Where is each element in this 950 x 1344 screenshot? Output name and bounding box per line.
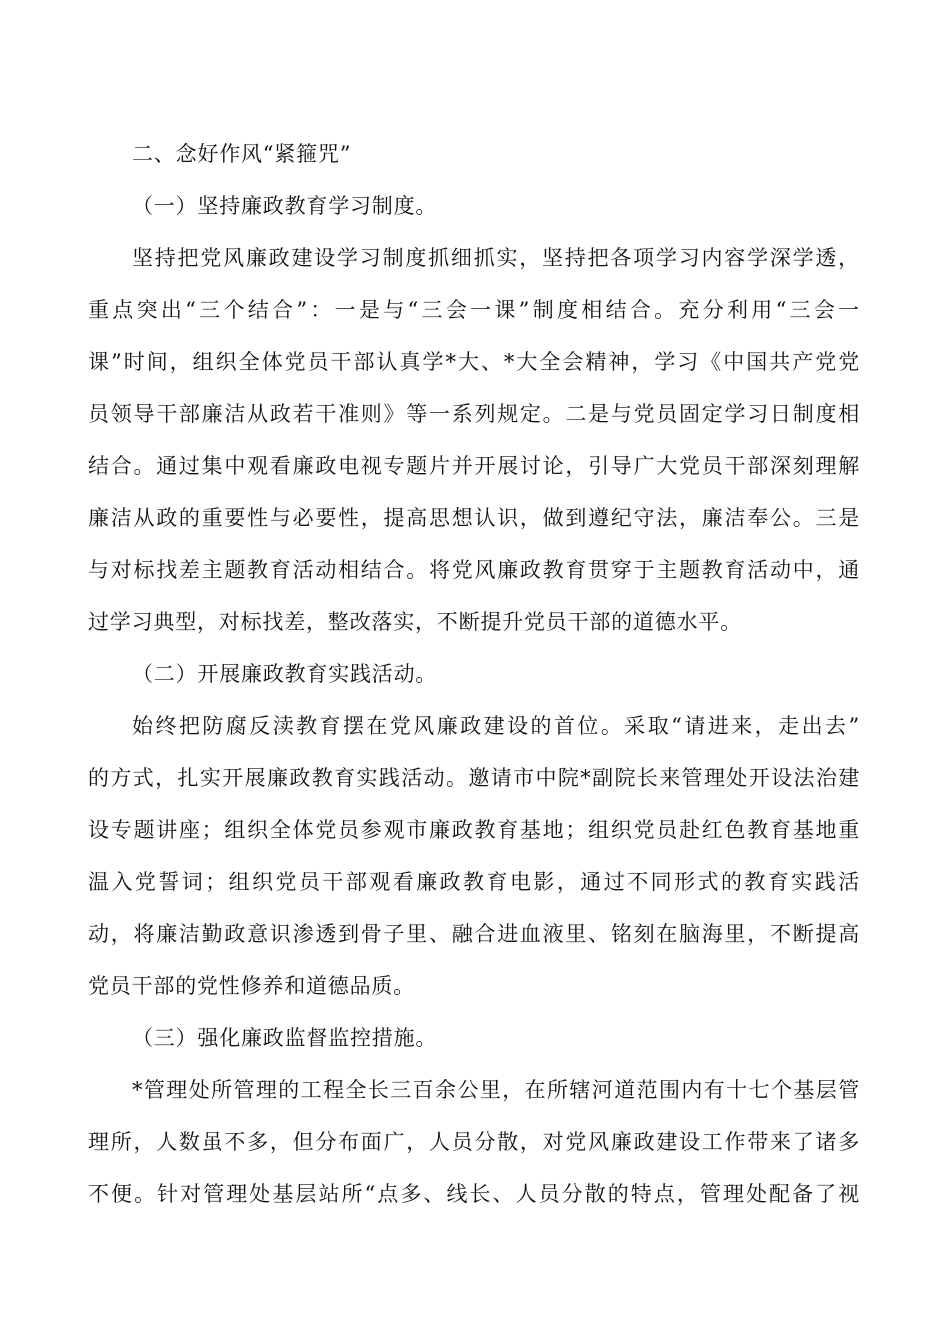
section-heading: 二、念好作风“紧箍咒”	[132, 142, 352, 166]
subsection-heading-1: （一）坚持廉政教育学习制度。	[132, 194, 438, 218]
paragraph-line: 与对标找差主题教育活动相结合。将党风廉政教育贯穿于主题教育活动中，通	[88, 558, 860, 582]
paragraph-line: 结合。通过集中观看廉政电视专题片并开展讨论，引导广大党员干部深刻理解	[88, 454, 860, 478]
paragraph-line: 始终把防腐反渎教育摆在党风廉政建设的首位。采取“请进来，走出去”	[132, 714, 860, 738]
paragraph-line: 坚持把党风廉政建设学习制度抓细抓实，坚持把各项学习内容学深学透，	[132, 246, 860, 270]
paragraph-line: 课”时间，组织全体党员干部认真学*大、*大全会精神，学习《中国共产党党	[88, 350, 860, 374]
paragraph-line: 不便。针对管理处基层站所“点多、线长、人员分散的特点，管理处配备了视	[88, 1182, 860, 1206]
paragraph-line: 党员干部的党性修养和道德品质。	[88, 974, 415, 998]
subsection-heading-2: （二）开展廉政教育实践活动。	[132, 662, 438, 686]
paragraph-line: 理所，人数虽不多，但分布面广，人员分散，对党风廉政建设工作带来了诸多	[88, 1130, 860, 1154]
paragraph-line: 设专题讲座；组织全体党员参观市廉政教育基地；组织党员赴红色教育基地重	[88, 818, 860, 842]
paragraph-line: 温入党誓词；组织党员干部观看廉政教育电影，通过不同形式的教育实践活	[88, 870, 860, 894]
subsection-heading-3: （三）强化廉政监督监控措施。	[132, 1026, 438, 1050]
paragraph-line: 动，将廉洁勤政意识渗透到骨子里、融合进血液里、铭刻在脑海里，不断提高	[88, 922, 860, 946]
paragraph-line: 的方式，扎实开展廉政教育实践活动。邀请市中院*副院长来管理处开设法治建	[88, 766, 860, 790]
paragraph-line: 过学习典型，对标找差，整改落实，不断提升党员干部的道德水平。	[88, 610, 742, 634]
paragraph-line: 重点突出“三个结合”：一是与“三会一课”制度相结合。充分利用“三会一	[88, 298, 860, 322]
paragraph-line: 廉洁从政的重要性与必要性，提高思想认识，做到遵纪守法，廉洁奉公。三是	[88, 506, 860, 530]
paragraph-line: *管理处所管理的工程全长三百余公里，在所辖河道范围内有十七个基层管	[132, 1078, 860, 1102]
paragraph-line: 员领导干部廉洁从政若干准则》等一系列规定。二是与党员固定学习日制度相	[88, 402, 860, 426]
